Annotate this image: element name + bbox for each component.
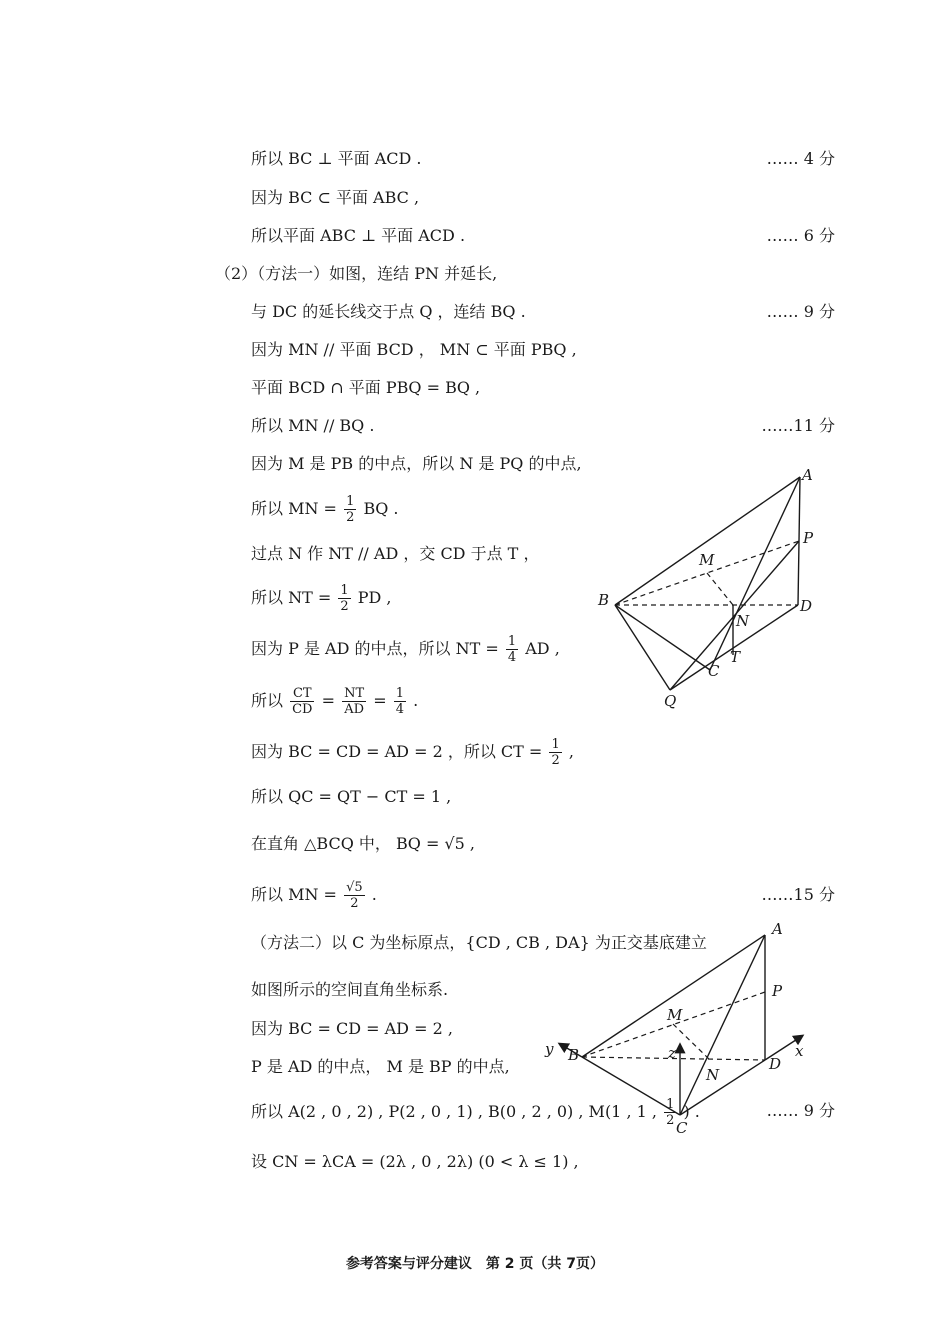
pyramid-figure-2: [540, 920, 820, 1140]
edge-BA: [615, 477, 800, 605]
score-9b: …… 9 分: [766, 1101, 835, 1120]
fraction-quarter: $\frac{1}{4}$: [395, 686, 404, 717]
line-21: 因为 BC = CD = AD = 2 ,: [251, 1019, 453, 1038]
line-19: （方法二）以 C 为坐标原点，{CD , CB , DA} 为正交基底建立: [251, 933, 707, 952]
line-1: 所以 BC ⊥ 平面 ACD .: [251, 149, 422, 168]
fraction-half: $\frac{1}{2}$: [340, 583, 349, 614]
label-D: D: [769, 1055, 782, 1073]
line-10: 所以 MN = $\frac{1}{2}$ BQ .: [251, 494, 399, 525]
label-D: D: [800, 597, 813, 615]
fraction-half: $\frac{1}{2}$: [551, 737, 560, 768]
label-M: M: [667, 1006, 683, 1024]
label-A: A: [802, 466, 813, 484]
line-16: 所以 QC = QT − CT = 1 ,: [251, 787, 452, 806]
label-P: P: [803, 529, 814, 547]
label-B: B: [598, 591, 610, 609]
label-C: C: [708, 662, 720, 680]
fraction-quarter: $\frac{1}{4}$: [507, 634, 517, 665]
line-15: 因为 BC = CD = AD = 2 ，所以 CT = $\frac{1}{2}$ ,: [251, 737, 574, 768]
fraction-sqrt5-over-2: $\frac{√5}{2}$: [346, 880, 363, 911]
line-7: 平面 BCD ∩ 平面 PBQ = BQ ,: [251, 378, 481, 397]
line-11: 过点 N 作 NT // AD ，交 CD 于点 T ，: [251, 544, 540, 563]
fraction-nt-ad: $\frac{NT}{AD}$: [344, 686, 365, 717]
line-14: 所以 $\frac{CT}{CD}$ = $\frac{NT}{AD}$ = $\frac{1}{4}$ .: [251, 686, 419, 717]
line-22: P 是 AD 的中点， M 是 BP 的中点,: [251, 1057, 510, 1076]
score-9: …… 9 分: [766, 302, 835, 321]
score-11: ……11 分: [761, 416, 835, 435]
label-y: y: [545, 1040, 554, 1058]
label-A: A: [772, 920, 783, 938]
line-23: 所以 A(2 , 0 , 2) , P(2 , 0 , 1) , B(0 , 2 , 0) , M(1 , 1 , $\frac{1}{2}$ ) .: [251, 1097, 700, 1128]
line-8: 所以 MN // BQ .: [251, 416, 375, 435]
label-N: N: [736, 612, 750, 630]
line-5: 与 DC 的延长线交于点 Q ，连结 BQ .: [251, 302, 526, 321]
edge-AC: [710, 477, 800, 670]
line-4: （2）（方法一）如图，连结 PN 并延长,: [215, 264, 498, 283]
label-z: z: [668, 1044, 676, 1062]
label-T: T: [730, 648, 741, 666]
fraction-ct-cd: $\frac{CT}{CD}$: [292, 686, 313, 717]
line-9: 因为 M 是 PB 的中点，所以 N 是 PQ 的中点,: [251, 454, 582, 473]
edge-BC: [582, 1057, 680, 1115]
line-12: 所以 NT = $\frac{1}{2}$ PD ,: [251, 583, 392, 614]
line-18: 所以 MN = $\frac{√5}{2}$ .: [251, 880, 377, 911]
edge-BQ: [615, 605, 670, 690]
label-Q: Q: [664, 692, 677, 710]
label-M: M: [699, 551, 715, 569]
line-20: 如图所示的空间直角坐标系.: [251, 980, 449, 999]
line-24: 设 CN = λCA = (2λ , 0 , 2λ) (0 < λ ≤ 1) ,: [251, 1152, 579, 1171]
label-N: N: [706, 1066, 720, 1084]
label-P: P: [772, 982, 783, 1000]
score-4: …… 4 分: [766, 149, 835, 168]
label-x: x: [795, 1042, 804, 1060]
edge-BA: [582, 935, 765, 1057]
edge-MN: [673, 1024, 710, 1060]
line-13: 因为 P 是 AD 的中点，所以 NT = $\frac{1}{4}$ AD ,: [251, 634, 560, 665]
score-15: ……15 分: [761, 885, 835, 904]
line-3: 所以平面 ABC ⊥ 平面 ACD .: [251, 226, 466, 245]
line-2: 因为 BC ⊂ 平面 ABC ,: [251, 188, 420, 207]
edge-MN: [707, 573, 733, 605]
fraction-half: $\frac{1}{2}$: [666, 1097, 675, 1128]
fraction-half: $\frac{1}{2}$: [346, 494, 355, 525]
label-B: B: [568, 1046, 580, 1064]
line-17: 在直角 △BCQ 中， BQ = √5 ,: [251, 834, 475, 853]
line-6: 因为 MN // 平面 BCD ， MN ⊂ 平面 PBQ ,: [251, 340, 577, 359]
score-6: …… 6 分: [766, 226, 835, 245]
pyramid-figure-1: [590, 465, 830, 715]
page-footer: 参考答案与评分建议 第 2 页（共 7页）: [345, 1256, 605, 1272]
label-C: C: [676, 1119, 688, 1137]
